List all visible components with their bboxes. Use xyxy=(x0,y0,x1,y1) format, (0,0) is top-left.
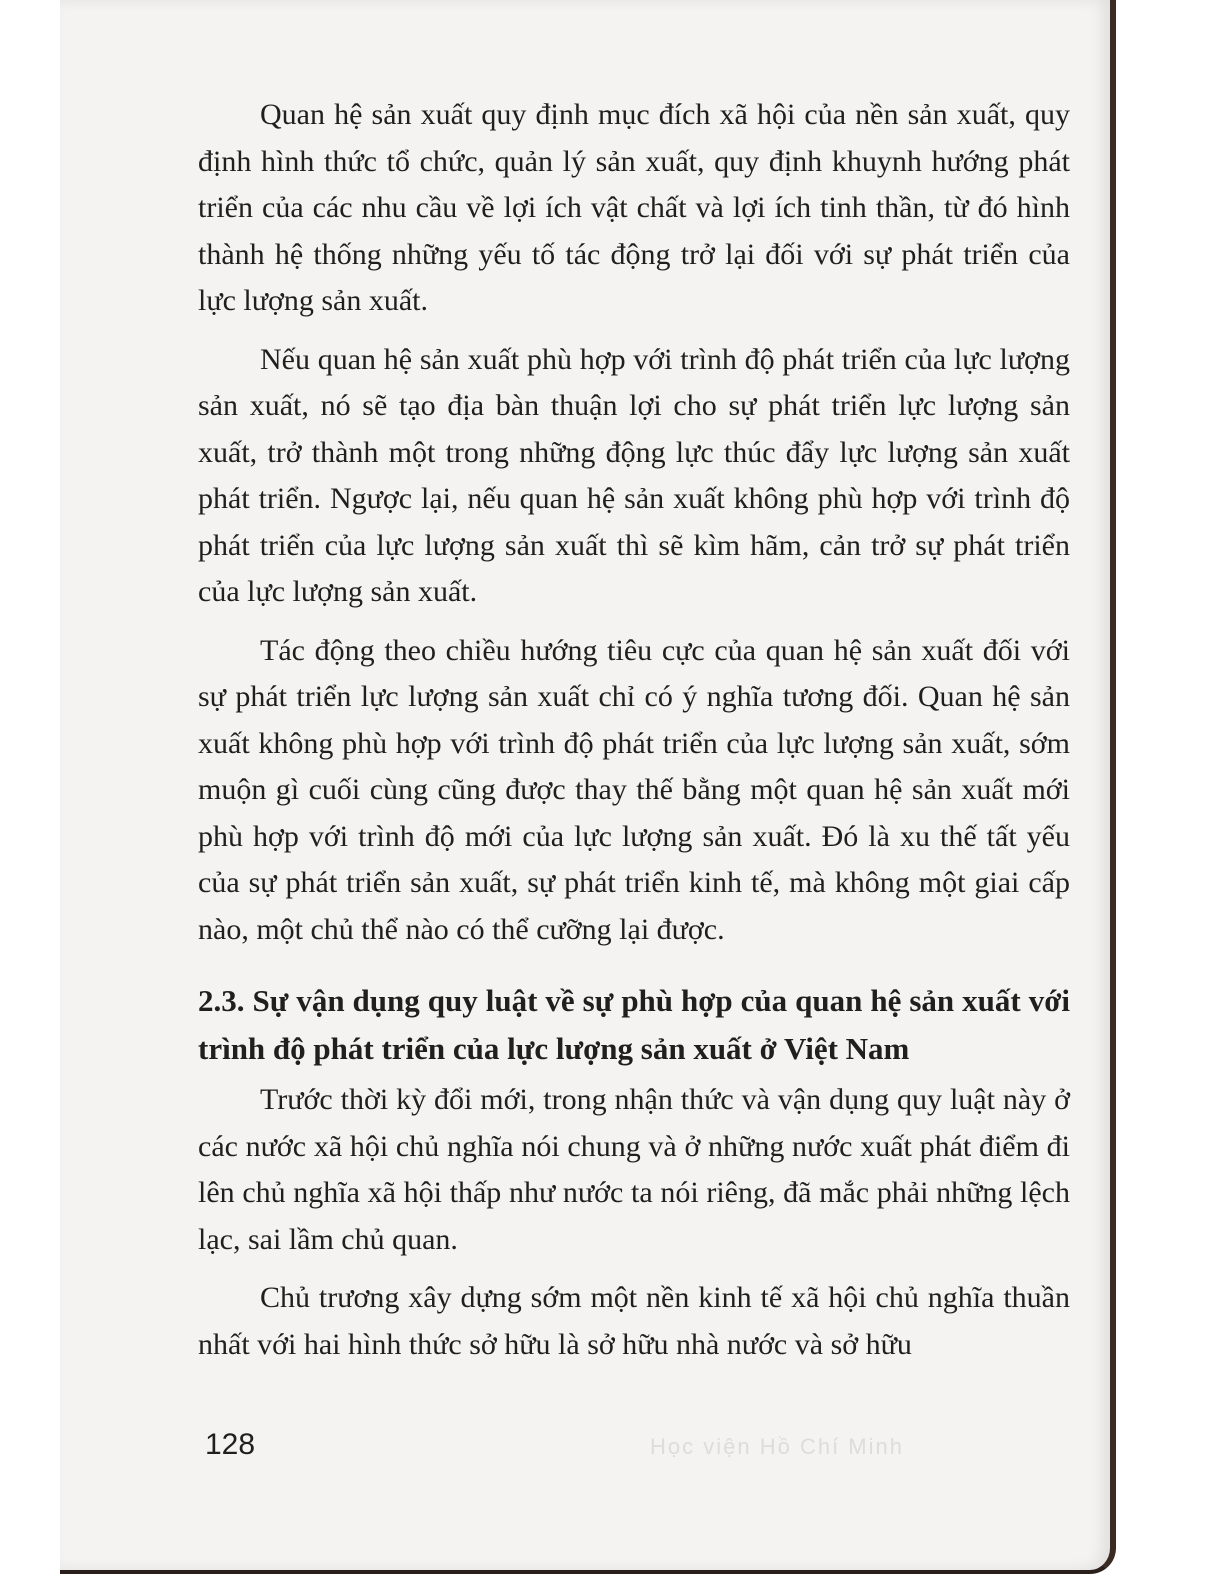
section-heading: 2.3. Sự vận dụng quy luật về sự phù hợp của quan hệ sản xuất với trình độ phát triển của lực lượng sản xuất ở Việt Nam xyxy=(198,983,1070,1066)
paragraph-2: Nếu quan hệ sản xuất phù hợp với trình độ phát triển của lực lượng sản xuất, nó sẽ tạo địa bàn thuận lợi cho sự phát triển lực lượng sản xuất, trở thành một trong những động lực thúc đẩy lực lượng sản xuất phát triển. Ngược lại, nếu quan hệ sản xuất không phù hợp với trình độ phát triển của lực lượng sản xuất thì sẽ kìm hãm, cản trở sự phát triển của lực lượng sản xuất. xyxy=(198,342,1070,608)
paragraph-4: Trước thời kỳ đổi mới, trong nhận thức và vận dụng quy luật này ở các nước xã hội chủ nghĩa nói chung và ở những nước xuất phát điểm đi lên chủ nghĩa xã hội thấp như nước ta nói riêng, đã mắc phải những lệch lạc, sai lầm chủ quan. xyxy=(198,1083,1070,1256)
paragraph-1: Quan hệ sản xuất quy định mục đích xã hội của nền sản xuất, quy định hình thức tổ chức, quản lý sản xuất, quy định khuynh hướng phát triển của các nhu cầu về lợi ích vật chất và lợi ích tinh thần, từ đó hình thành hệ thống những yếu tố tác động trở lại đối với sự phát triển của lực lượng sản xuất. xyxy=(198,98,1070,317)
paragraph-3: Tác động theo chiều hướng tiêu cực của quan hệ sản xuất đối với sự phát triển lực lượng sản xuất chỉ có ý nghĩa tương đối. Quan hệ sản xuất không phù hợp với trình độ phát triển của lực lượng sản xuất, sớm muộn gì cuối cùng cũng được thay thế bằng một quan hệ sản xuất mới phù hợp với trình độ mới của lực lượng sản xuất. Đó là xu thế tất yếu của sự phát triển sản xuất, sự phát triển kinh tế, mà không một giai cấp nào, một chủ thể nào có thể cưỡng lại được. xyxy=(198,633,1070,946)
paragraph-5: Chủ trương xây dựng sớm một nền kinh tế xã hội chủ nghĩa thuần nhất với hai hình thức sở hữu là sở hữu nhà nước và sở hữu xyxy=(198,1281,1070,1361)
watermark: Học viện Hồ Chí Minh xyxy=(650,1434,904,1459)
page-number: 128 xyxy=(205,1428,256,1461)
page-body xyxy=(198,92,1070,1368)
